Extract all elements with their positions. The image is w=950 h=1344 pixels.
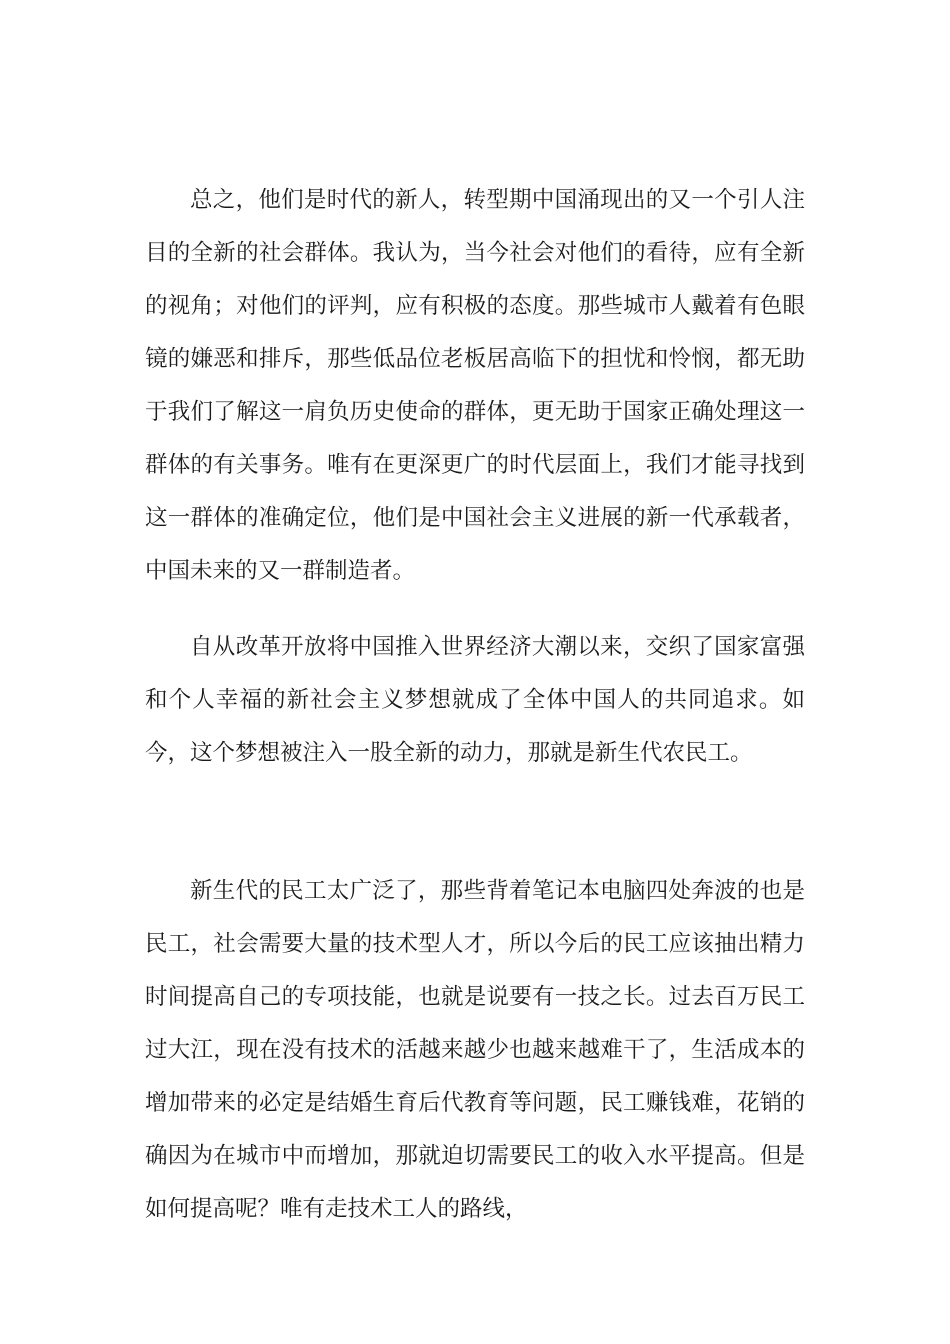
paragraph-1: 总之，他们是时代的新人，转型期中国涌现出的又一个引人注目的全新的社会群体。我认为，当今社会对他们的看待，应有全新的视角；对他们的评判，应有积极的态度。那些城市人戴着有色眼镜的嫌恶和排斥，那些低品位老板居高临下的担忧和怜悯，都无助于我们了解这一肩负历史使命的群体，更无助于国家正确处理这一群体的有关事务。唯有在更深更广的时代层面上，我们才能寻找到这一群体的准确定位，他们是中国社会主义进展的新一代承载者，中国未来的又一群制造者。 xyxy=(145,187,805,584)
paragraph-3: 新生代的民工太广泛了，那些背着笔记本电脑四处奔波的也是民工，社会需要大量的技术型人才，所以今后的民工应该抽出精力时间提高自己的专项技能，也就是说要有一技之长。过去百万民工过大江，现在没有技术的活越来越少也越来越难干了，生活成本的增加带来的必定是结婚生育后代教育等问题，民工赚钱难，花销的确因为在城市中而增加，那就迫切需要民工的收入水平提高。但是如何提高呢？唯有走技术工人的路线， xyxy=(145,878,805,1222)
paragraph-2: 自从改革开放将中国推入世界经济大潮以来，交织了国家富强和个人幸福的新社会主义梦想就成了全体中国人的共同追求。如今，这个梦想被注入一股全新的动力，那就是新生代农民工。 xyxy=(145,634,805,766)
